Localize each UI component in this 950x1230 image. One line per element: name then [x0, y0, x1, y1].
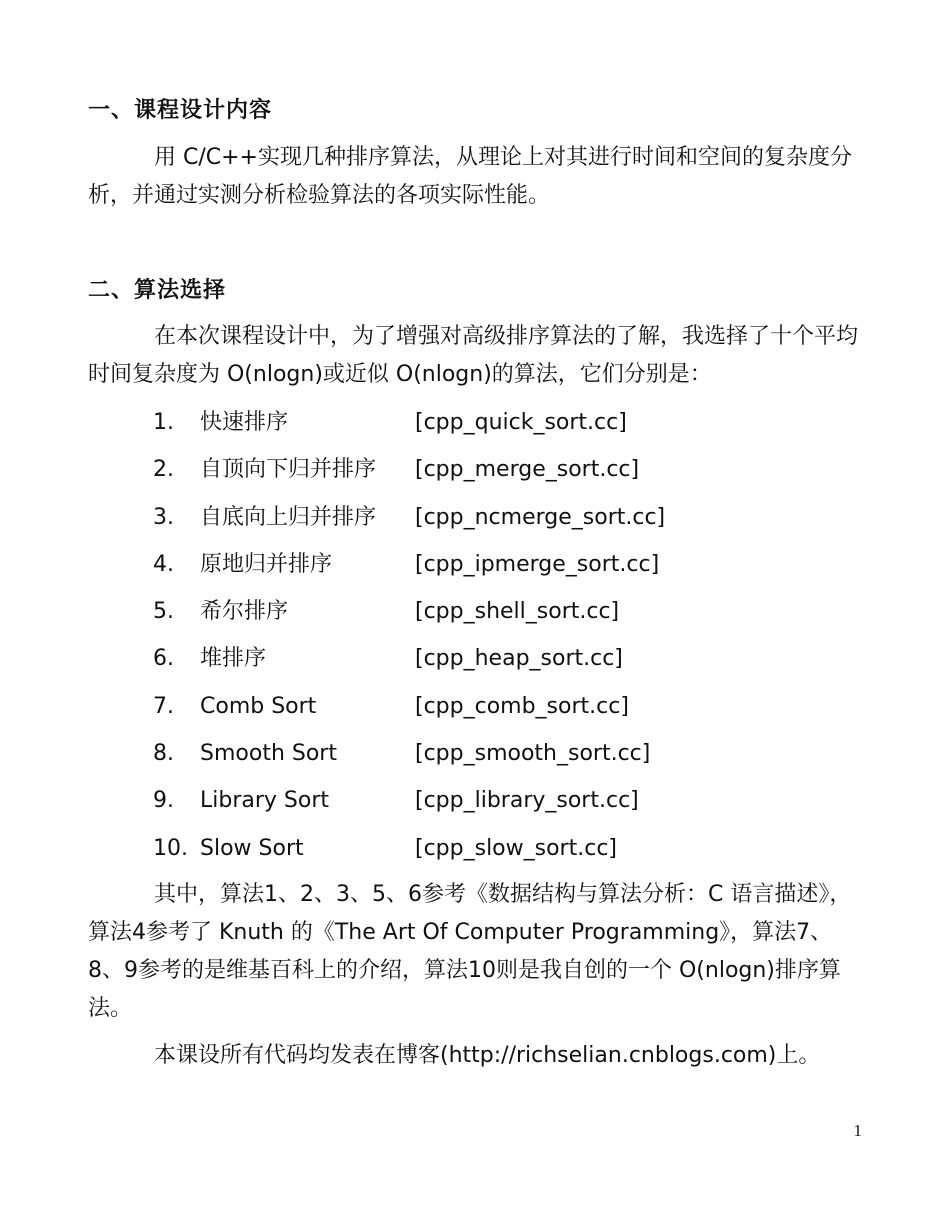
item-number: 3.: [153, 504, 174, 530]
section-heading-algorithm-selection: 二、算法选择: [88, 278, 227, 303]
source-file-name: [cpp_comb_sort.cc]: [415, 693, 629, 719]
page-number: 1: [853, 1121, 862, 1140]
section-heading-course-content: 一、课程设计内容: [88, 98, 273, 123]
list-item: [153, 830, 853, 877]
source-file-name: [cpp_library_sort.cc]: [415, 788, 639, 814]
list-item: [153, 404, 853, 451]
source-file-name: [cpp_smooth_sort.cc]: [415, 741, 651, 767]
algorithm-name: Comb Sort: [200, 693, 317, 719]
item-number: 9.: [153, 788, 174, 814]
list-item: [153, 451, 853, 498]
list-item: [153, 546, 853, 593]
item-number: 1.: [153, 410, 174, 435]
source-file-name: [cpp_slow_sort.cc]: [415, 835, 617, 861]
item-number: 6.: [153, 646, 174, 672]
algorithm-intro-paragraph: 在本次课程设计中，为了增强对高级排序算法的了解，我选择了十个平均时间复杂度为 O(nlogn)或近似 O(nlogn)的算法，它们分别是：: [88, 324, 859, 387]
algorithm-name: 自顶向下归并排序: [200, 457, 377, 483]
item-number: 10.: [153, 835, 188, 861]
algorithm-name: Slow Sort: [200, 835, 304, 861]
list-item: [153, 782, 853, 829]
algorithm-name: 快速排序: [200, 410, 289, 435]
source-file-name: [cpp_ipmerge_sort.cc]: [415, 551, 660, 577]
list-item: [153, 688, 853, 735]
item-number: 5.: [153, 599, 174, 625]
item-number: 7.: [153, 693, 174, 719]
source-file-name: [cpp_quick_sort.cc]: [415, 410, 627, 435]
algorithm-name: 堆排序: [200, 646, 267, 672]
source-file-name: [cpp_ncmerge_sort.cc]: [415, 504, 666, 530]
course-content-paragraph: 用 C/C++实现几种排序算法，从理论上对其进行时间和空间的复杂度分析，并通过实测分析检验算法的各项实际性能。: [88, 145, 852, 208]
algorithm-name: Smooth Sort: [200, 741, 337, 767]
references-paragraph: 其中，算法1、2、3、5、6参考《数据结构与算法分析：C 语言描述》，算法4参考了 Knuth 的《The Art Of Computer Programming》，算法7、8、9参考的是维基百科上的介绍，算法10则是我自创的一个 O(nlogn)排序算法。: [88, 882, 852, 1021]
list-item: [153, 593, 853, 640]
algorithm-name: Library Sort: [200, 788, 330, 814]
algorithm-list: [153, 404, 853, 877]
algorithm-name: 希尔排序: [200, 599, 289, 625]
list-item: [153, 640, 853, 687]
list-item: [153, 499, 853, 546]
blog-note-paragraph: 本课设所有代码均发表在博客(http://richselian.cnblogs.com)上。: [154, 1043, 821, 1068]
item-number: 4.: [153, 551, 174, 577]
source-file-name: [cpp_merge_sort.cc]: [415, 457, 640, 483]
item-number: 8.: [153, 741, 174, 767]
algorithm-name: 自底向上归并排序: [200, 504, 377, 530]
list-item: [153, 735, 853, 782]
source-file-name: [cpp_shell_sort.cc]: [415, 599, 620, 625]
item-number: 2.: [153, 457, 174, 483]
algorithm-name: 原地归并排序: [200, 551, 333, 577]
source-file-name: [cpp_heap_sort.cc]: [415, 646, 623, 672]
